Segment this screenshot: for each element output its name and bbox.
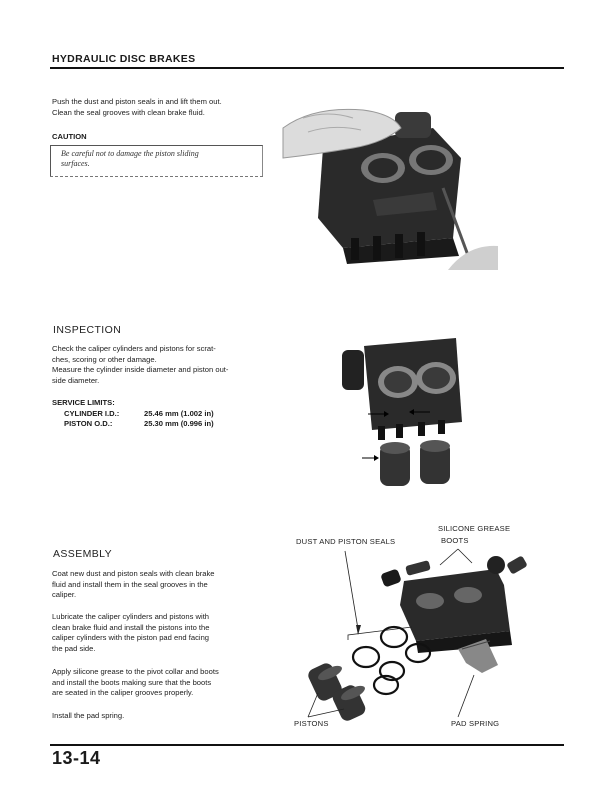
caution-label: CAUTION xyxy=(52,132,87,141)
assembly-line: caliper cylinders with the piston pad end facing xyxy=(52,633,210,643)
label-pistons: PISTONS xyxy=(294,719,329,728)
label-silicone-grease: SILICONE GREASE xyxy=(438,524,511,533)
limit-value-cylinder: 25.46 mm (1.002 in) xyxy=(144,409,214,418)
label-dust-piston-seals: DUST AND PISTON SEALS xyxy=(296,537,396,546)
label-pad-spring: PAD SPRING xyxy=(451,719,500,728)
assembly-paragraph-1 xyxy=(52,569,215,601)
assembly-line: Lubricate the caliper cylinders and pistons with xyxy=(52,612,210,621)
assembly-paragraph-2 xyxy=(52,612,209,654)
removal-line: Clean the seal grooves with clean brake fluid. xyxy=(52,107,205,117)
limit-row-cylinder xyxy=(64,409,119,418)
page-number: 13-14 xyxy=(52,748,101,768)
assembly-title: ASSEMBLY xyxy=(53,548,113,560)
caution-box xyxy=(50,145,263,177)
assembly-paragraph-3 xyxy=(52,667,219,699)
limit-label: CYLINDER I.D.: xyxy=(64,409,120,418)
limit-label: PISTON O.D.: xyxy=(64,419,113,428)
limit-value-piston: 25.30 mm (0.996 in) xyxy=(144,419,214,428)
assembly-line: and install the boots making sure that the boots xyxy=(52,677,212,687)
assembly-exploded-diagram xyxy=(290,545,560,723)
assembly-line: clean brake fluid and install the pistons into the xyxy=(52,622,210,632)
assembly-line: Coat new dust and piston seals with clean brake xyxy=(52,569,215,578)
inspection-title: INSPECTION xyxy=(53,324,122,336)
assembly-line: Apply silicone grease to the pivot collar and boots xyxy=(52,667,219,676)
assembly-line: are seated in the caliper grooves properly. xyxy=(52,688,194,698)
footer-rule xyxy=(50,744,564,746)
caution-text xyxy=(61,149,199,169)
limit-row-piston xyxy=(64,419,112,428)
seal-removal-photo xyxy=(283,88,498,270)
caution-line: surfaces. xyxy=(61,159,90,168)
inspection-text xyxy=(52,344,228,386)
inspection-line: side diameter. xyxy=(52,375,100,385)
assembly-paragraph-4 xyxy=(52,711,124,722)
page-header-title: HYDRAULIC DISC BRAKES xyxy=(52,53,196,65)
service-limits-title: SERVICE LIMITS: xyxy=(52,398,115,407)
removal-instructions xyxy=(52,97,222,118)
assembly-line: caliper. xyxy=(52,590,77,600)
assembly-line: the pad side. xyxy=(52,643,96,653)
inspection-line: ches, scoring or other damage. xyxy=(52,354,157,364)
removal-line: Push the dust and piston seals in and lift them out. xyxy=(52,97,222,106)
caution-line: Be careful not to damage the piston sliding xyxy=(61,149,199,158)
caliper-inspection-photo xyxy=(338,330,478,490)
inspection-line: Measure the cylinder inside diameter and piston out- xyxy=(52,365,229,375)
inspection-line: Check the caliper cylinders and pistons for scrat- xyxy=(52,344,216,353)
header-rule xyxy=(50,67,564,69)
assembly-line: Install the pad spring. xyxy=(52,711,125,720)
assembly-line: fluid and install them in the seal grooves in the xyxy=(52,579,208,589)
label-boots: BOOTS xyxy=(441,536,469,545)
